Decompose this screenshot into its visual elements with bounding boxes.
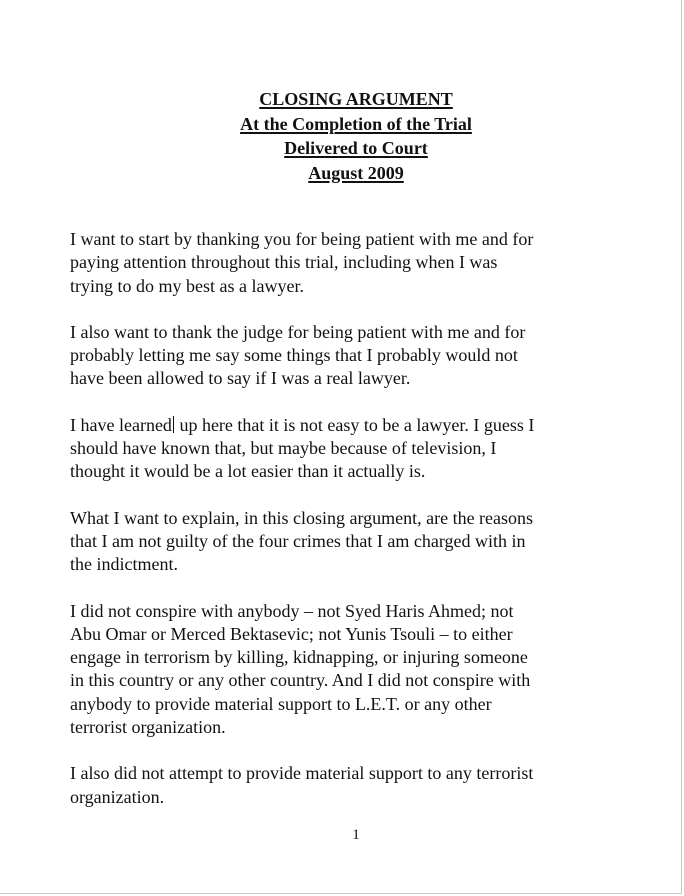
page-number: 1 (352, 827, 360, 843)
paragraph-line: anybody to provide material support to L.E.T. or any other (70, 693, 492, 714)
paragraph-line: have been allowed to say if I was a real lawyer. (70, 368, 411, 389)
paragraph-line: organization. (70, 786, 165, 807)
paragraph-6 (70, 762, 615, 809)
paragraph-3 (70, 414, 615, 484)
paragraph-line: I also did not attempt to provide material support to any terrorist (70, 763, 534, 784)
heading-delivery: Delivered to Court (284, 138, 428, 158)
paragraph-line: I did not conspire with anybody – not Syed Haris Ahmed; not (70, 600, 514, 621)
heading-title: CLOSING ARGUMENT (259, 89, 453, 109)
paragraph-line-with-caret (70, 414, 615, 437)
paragraph-line: trying to do my best as a lawyer. (70, 275, 304, 296)
paragraph-line: should have known that, but maybe because of television, I (70, 438, 497, 459)
text-cursor-caret (173, 416, 174, 433)
paragraph-4 (70, 507, 615, 577)
paragraph-line: in this country or any other country. And I did not conspire with (70, 670, 531, 691)
document-heading (0, 87, 684, 185)
paragraph-line: probably letting me say some things that I probably would not (70, 345, 518, 366)
paragraph-1 (70, 228, 615, 298)
paragraph-line: Abu Omar or Merced Bektasevic; not Yunis Tsouli – to either (70, 623, 513, 644)
paragraph-line: terrorist organization. (70, 717, 226, 738)
caret-line-before: I have learned (70, 414, 172, 435)
heading-date: August 2009 (308, 162, 404, 183)
paragraph-line: paying attention throughout this trial, including when I was (70, 252, 498, 273)
paragraph-line: engage in terrorism by killing, kidnapping, or injuring someone (70, 647, 528, 668)
document-body[interactable] (70, 228, 615, 832)
paragraph-line: thought it would be a lot easier than it actually is. (70, 461, 426, 482)
paragraph-line: that I am not guilty of the four crimes that I am charged with in (70, 530, 526, 551)
paragraph-5 (70, 600, 615, 740)
heading-subtitle: At the Completion of the Trial (240, 113, 472, 134)
paragraph-line: What I want to explain, in this closing argument, are the reasons (70, 507, 534, 528)
paragraph-line: I also want to thank the judge for being patient with me and for (70, 321, 526, 342)
caret-line-after: up here that it is not easy to be a lawyer. I guess I (174, 414, 535, 435)
paragraph-line: I want to start by thanking you for being patient with me and for (70, 229, 534, 249)
paragraph-line: the indictment. (70, 554, 178, 575)
paragraph-2 (70, 321, 615, 391)
